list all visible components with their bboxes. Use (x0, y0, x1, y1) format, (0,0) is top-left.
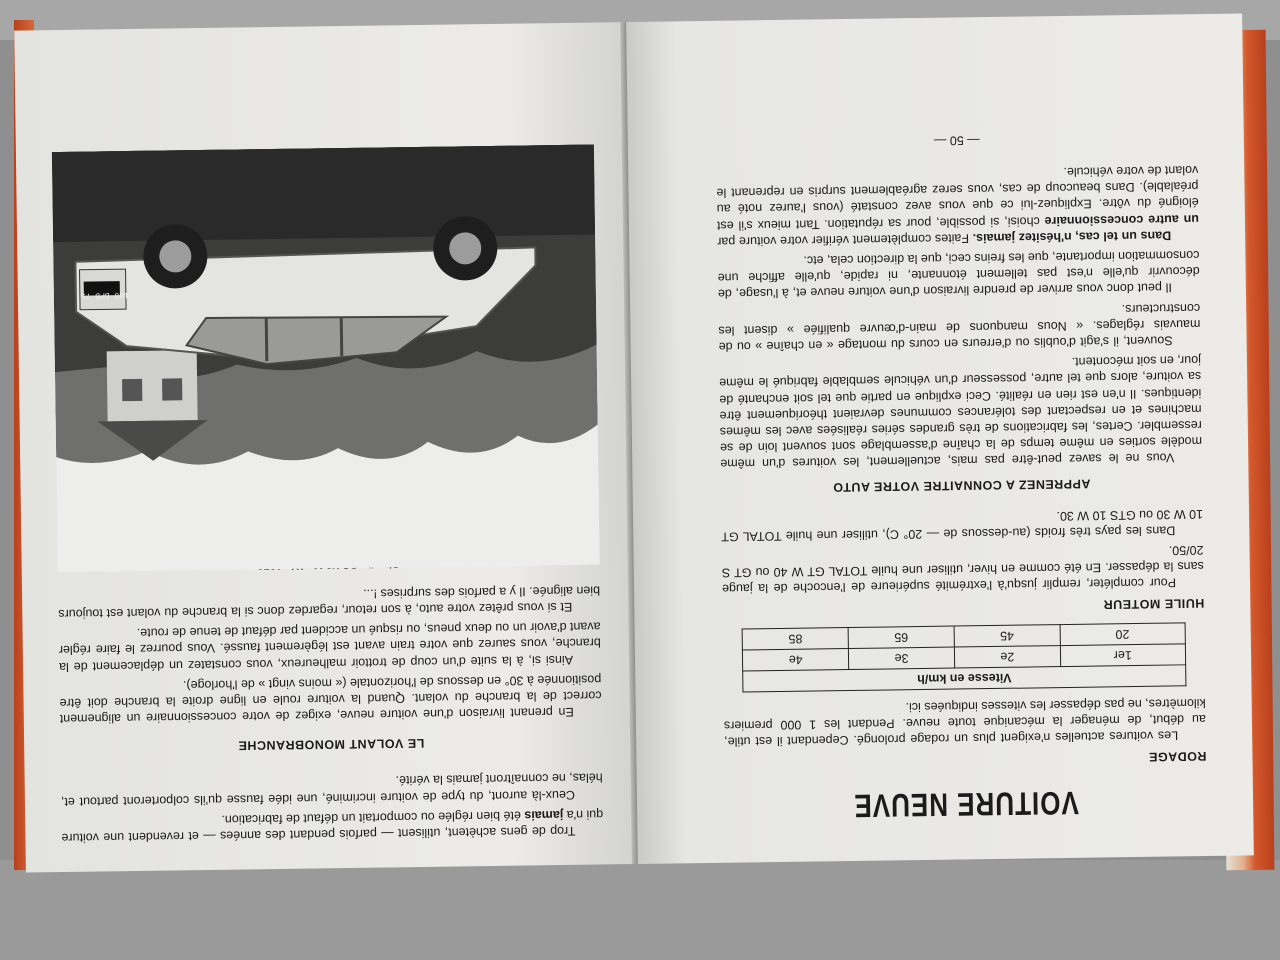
gear-cell: 2e (954, 646, 1060, 668)
speed-cell: 45 (954, 625, 1060, 647)
gear-cell: 3e (849, 647, 955, 669)
text-span: choisi, si possible, pour sa réputation. Tant mieux s'il est éloigné du vôtre. Expliquez-lui ce que vous avez constaté (vous l'aurez noté au préalable). Dans beaucoup de cas, vous serez agréablement surpris en reprenant le volant de votre véhicule. (716, 163, 1199, 233)
paragraph-connaitre-3: Il peut donc vous arriver de prendre livraison d'une voiture neuve et, à l'usage, de découvrir qu'elle n'est pas tellement étonnante, ni rapide, qu'elle affiche une consommation importante, que les freins ceci, que la direction cela, etc. (717, 248, 1200, 302)
heading-volant-monobranche: LE VOLANT MONOBRANCHE (237, 736, 425, 753)
right-page (626, 13, 1254, 864)
gear-cell: 1er (1060, 644, 1185, 667)
text-span: Trop de gens achètent, utilisent — parfois pendant des années — et revendent une voiture qui n'a (61, 807, 604, 846)
paragraph-ceux-la: Ceux-là auront, du type de voiture incriminé, une idée fausse qu'ils colporteront partout et, hélas, ne connaîtront jamais la vérité. (60, 770, 603, 809)
open-booklet (14, 13, 1254, 872)
paragraph-livraison: En prenant livraison d'une voiture neuve, exigez de votre concessionnaire un alignement correct de la branche du volant. Quand la voiture roule en ligne droite la branche doit être positionnée à 30° en dessous de l'horizontale (« moins vingt » de l'horloge). (59, 672, 602, 727)
right-page-content (626, 13, 1254, 864)
car-photo-illustration (52, 144, 600, 572)
text-span: été bien réglée ou comportait un défaut de fabrication. (221, 808, 525, 827)
page-number: — 50 — (933, 132, 980, 148)
paragraph-trop-de-gens (61, 806, 603, 846)
car-photo (52, 144, 600, 572)
speed-cell: 65 (848, 626, 954, 648)
text-span-bold: Dans un tel cas, n'hésitez jamais. (972, 228, 1172, 245)
speed-cell: 85 (742, 628, 848, 650)
left-page-content (14, 22, 638, 872)
table-surface-bottom (0, 860, 1280, 960)
text-span: Faites complètement vérifier votre voiture par (717, 230, 973, 249)
break-in-speed-table (742, 623, 1186, 693)
speed-cell: 20 (1060, 623, 1185, 646)
text-span-bold: jamais (524, 807, 564, 823)
heading-connaitre-auto: APPRENEZ A CONNAITRE VOTRE AUTO (832, 477, 1091, 495)
gear-cell: 4e (743, 649, 849, 671)
paragraph-huile-1: Pour compléter, remplir jusqu'à l'extrémité supérieure de l'encoche de la jauge sans la dépasser. En été comme en hiver, utiliser une huile TOTAL GT W 40 ou GT S 20/50. (721, 543, 1204, 597)
speed-table-header: Vitesse en km/h (743, 665, 1186, 692)
heading-rodage: RODAGE (1148, 749, 1207, 764)
license-plate-text: 180 BPB 75 (80, 289, 129, 300)
paragraph-rodage: Les voitures actuelles n'exigent plus un rodage prolongé. Cependant il est utile, au début, de ménager la mécanique toute neuve. Pendant les 1 000 premiers kilomètres, ne pas dépasser les vitesses indiquées ici. (723, 695, 1207, 749)
paragraph-connaitre-2: Souvent, il s'agit d'oublis ou d'erreurs en cours du montage « en chaîne » ou de mauvais réglages. « Nous manquons de main-d'œuvre qualifiée » disent les constructeurs. (718, 300, 1201, 354)
page-title: VOITURE NEUVE (853, 784, 1080, 825)
paragraph-trottoir: Ainsi si, à la suite d'un coup de trottoir malheureux, vous constatez un déplacement de la branche, vous saurez que votre train avant est légèrement faussé. Vous pourrez le faire régler avant d'avoir un ou deux pneus, ou risqué un accident par défaut de tenue de route. (58, 619, 601, 674)
text-span-bold: un autre concessionnaire (1044, 211, 1200, 228)
heading-huile-moteur: HUILE MOTEUR (1103, 596, 1205, 612)
paragraph-huile-2: Dans les pays très froids (au-dessous de — 20° C), utiliser une huile TOTAL GT 10 W 30 ou GTS 10 W 30. (721, 506, 1204, 544)
paragraph-connaitre-1: Vous ne le savez peut-être pas mais, actuellement, les voitures d'un même modèle sorties en même temps de la chaîne d'assemblage sont souvent loin de se ressembler. Certes, les fabrications de très grandes séries réalisées avec les mêmes machines et en respectant des tolérances communes devraient théoriquement être identiques. Il n'en est rien en réalité. Ceci explique en partie que tel soit enchanté de sa voiture, alors que tel autre, possesseur d'un véhicule semblable fabriqué le même jour, en soit mécontent. (719, 353, 1203, 472)
paragraph-connaitre-4 (716, 162, 1199, 250)
paragraph-surprises: Et si vous prêtez votre auto, à son retour, regardez donc si la branche du volant est toujours bien alignée. Il y a parfois des surprises !... (58, 583, 601, 622)
left-page (14, 22, 638, 872)
